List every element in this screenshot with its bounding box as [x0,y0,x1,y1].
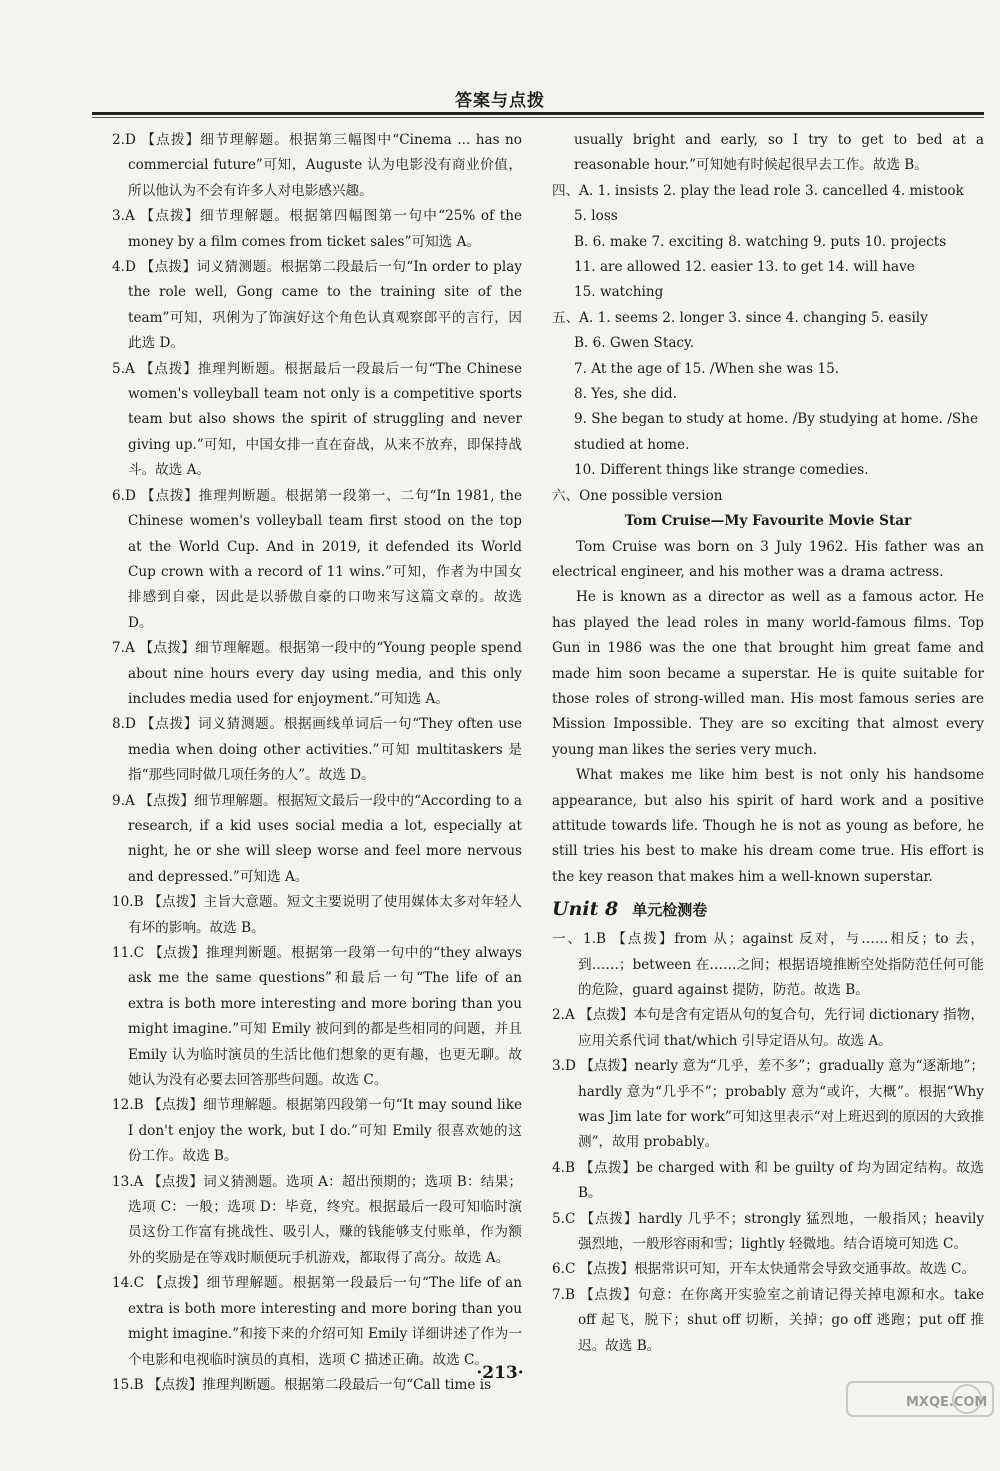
answer-item: 8.D 【点拨】词义猜测题。根据画线单词后一句“They often use media when doing other activities.”可知 multitaskers 是指“那些同时做几项任务的人”。故选 D。 [112,716,522,784]
unit-title: Unit 8 [552,898,619,921]
unit-answer-item: 2.A 【点拨】本句是含有定语从句的复合句，先行词 dictionary 指物，应用关系代词 that/which 引导定语从句。故选 A。 [552,1007,984,1049]
answer-item: 5.A 【点拨】推理判断题。根据最后一段最后一句“The Chinese women's volleyball team not only is a competitive sports team but also shows the spirit of struggling and never giving up.”可知，中国女排一直在奋战，从来不放弃，即保持战斗。故选 A。 [112,360,522,479]
unit-answer-item: 5.C 【点拨】hardly 几乎不；strongly 猛烈地，一般指风；heavily 强烈地，一般形容雨和雪；lightly 轻微地。结合语境可知选 C。 [552,1210,984,1253]
unit-answer-item: 6.C 【点拨】根据常识可知，开车太快通常会导致交通事故。故选 C。 [552,1261,976,1278]
header-rule [92,112,984,115]
left-column [112,128,522,1398]
section-4-b-cont: 15. watching [574,284,664,301]
section-4-b: B. 6. make 7. exciting 8. watching 9. puts 10. projects [574,233,947,250]
answer-item: 2.D 【点拨】细节理解题。根据第三幅图中“Cinema ... has no commercial future”可知，Auguste 认为电影没有商业价值，所以他认为不会有许多人对电影感兴趣。 [112,132,522,199]
unit-answer-item: 3.D 【点拨】nearly 意为“几乎，差不多”；gradually 意为“逐渐地”；hardly 意为“几乎不”；probably 意为“或许，大概”。根据“Why was Jim late for work”可知这里表示“对上班迟到的原因的大致推测”，故用 probably。 [552,1058,984,1151]
answer-item: 15.B 【点拨】推理判断题。根据第二段最后一句“Call time is [112,1376,492,1393]
page-number: ·213· [476,1363,524,1383]
site-watermark: MXQE.COM [906,1395,988,1410]
section-5-item: 10. Different things like strange comedies. [574,462,869,479]
section-5-item: 7. At the age of 15. /When she was 15. [574,360,840,377]
section-4-b-cont: 11. are allowed 12. easier 13. to get 14. will have [574,259,915,276]
unit-subtitle: 单元检测卷 [632,901,708,920]
answer-item: 9.A 【点拨】细节理解题。根据短文最后一段中的“According to a research, if a kid uses social media a lot, especially at night, he or she will sleep worse and feel more nervous and depressed.”可知选 A。 [112,792,522,885]
section-4-a-cont: 5. loss [574,208,618,225]
section-5-item: 9. She began to study at home. /By studying at home. /She studied at home. [574,411,978,453]
section-5-item: B. 6. Gwen Stacy. [574,335,695,352]
answer-item: 3.A 【点拨】细节理解题。根据第四幅图第一句中“25% of the money by a film comes from ticket sales”可知选 A。 [112,208,522,250]
answer-item: 6.D 【点拨】推理判断题。根据第一段第一、二句“In 1981, the Chinese women's volleyball team first stood on the top at the World Cup. And in 2019, it defended its World Cup crown with a record of 11 wins.”可知，作者为中国女排感到自豪，因此是以骄傲自豪的口吻来写这篇文章的。故选 D。 [112,487,522,631]
page-header-title: 答案与点拨 [455,91,545,111]
essay-paragraph: What makes me like him best is not only his handsome appearance, but also his spirit of hard work and a positive attitude towards life. Though he is not as young as before, he still tries his best to make his dream come true. His effort is the key reason that makes him a well-known superstar. [552,767,984,885]
answer-continuation: usually bright and early, so I try to get to bed at a reasonable hour.”可知她有时候起很早去工作。故选 B。 [574,132,984,174]
answer-item: 13.A 【点拨】词义猜测题。选项 A：超出预期的；选项 B：结果；选项 C：一般；选项 D：毕竟，终究。根据最后一段可知临时演员这份工作富有挑战性、吸引人，赚的钱能够支付账单，作为额外的奖励是在等戏时顺便玩手机游戏，都取得了高分。故选 A。 [112,1173,522,1266]
answer-item: 12.B 【点拨】细节理解题。根据第四段第一句“It may sound like I don't enjoy the work, but I do.”可知 Emily 很喜欢她的这份工作。故选 B。 [112,1097,522,1165]
section-5-item: 8. Yes, she did. [574,386,677,403]
answer-item: 10.B 【点拨】主旨大意题。短文主要说明了使用媒体太多对年轻人有坏的影响。故选 B。 [112,894,522,936]
essay-title: Tom Cruise—My Favourite Movie Star [624,513,912,530]
answer-item: 7.A 【点拨】细节理解题。根据第一段中的“Young people spend about nine hours every day using media, and this only includes media used for enjoyment.”可知选 A。 [112,640,522,707]
header-rule-thin [92,117,984,118]
unit-answer-item: 4.B 【点拨】be charged with 和 be guilty of 均为固定结构。故选 B。 [552,1159,984,1202]
unit-heading [552,894,984,925]
right-column [552,128,984,1359]
essay-paragraph: He is known as a director as well as a famous actor. He has played the lead roles in many world-famous films. Top Gun in 1986 was the one that brought him great fame and made him soon became a superstar. He is quite suitable for those roles of strong-willed man. His most famous series are Mission Impossible. They are so exciting that almost every young man likes the series very much. [552,589,984,758]
section-6-label: 六、One possible version [552,487,723,504]
section-5-a: 五、A. 1. seems 2. longer 3. since 4. changing 5. easily [552,309,928,326]
unit-answer-item: 7.B 【点拨】句意：在你离开实验室之前请记得关掉电源和水。take off 起飞，脱下；shut off 切断，关掉；go off 逃跑；put off 推迟。故选 B。 [552,1286,984,1354]
answer-item: 11.C 【点拨】推理判断题。根据第一段第一句中的“they always ask me the same questions”和最后一句“The life of an extra is both more interesting and more boring than you might imagine.”可知 Emily 被问到的都是些相同的问题，并且 Emily 认为临时演员的生活比他们想象的更有趣，也更无聊。故她认为没有必要去回答那些问题。故选 C。 [112,945,522,1089]
answer-item: 14.C 【点拨】细节理解题。根据第一段最后一句“The life of an extra is both more interesting and more boring than you might imagine.”和接下来的介绍可知 Emily 详细讲述了作为一个电影和电视临时演员的真相，选项 C 描述正确。故选 C。 [112,1275,522,1368]
unit-answer-item: 一、1.B 【点拨】from 从；against 反对，与……相反；to 去，到……；between 在……之间；根据语境推断空处指防范任何可能的危险，guard against 提防，防范。故选 B。 [552,931,984,998]
section-4-a: 四、A. 1. insists 2. play the lead role 3. cancelled 4. mistook [552,182,964,199]
answer-item: 4.D 【点拨】词义猜测题。根据第二段最后一句“In order to play the role well, Gong came to the training site of the team”可知，巩俐为了饰演好这个角色认真观察郎平的言行，因此选 D。 [112,259,522,352]
essay-paragraph: Tom Cruise was born on 3 July 1962. His father was an electrical engineer, and his mother was a drama actress. [552,538,984,580]
